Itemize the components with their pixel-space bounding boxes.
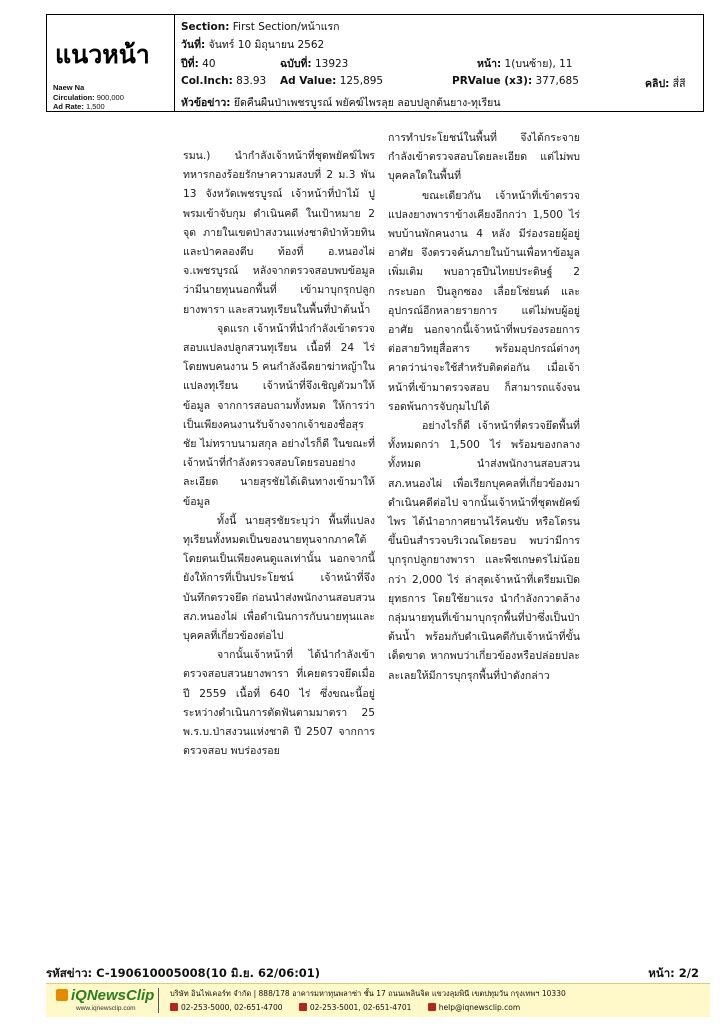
publication-name: Naew Na (53, 83, 85, 92)
section-line: Section: First Section/หน้าแรก (181, 21, 340, 33)
issue-field: ฉบับที่: 13923 (280, 58, 349, 70)
company-address: บริษัท อินไฟเคอร์ท จำกัด | 888/178 อาคารมหาทุนพลาซ่า ชั้น 17 ถนนเพลินจิต แขวงลุมพินี เขตปทุมวัน กรุงเทพฯ 10330 (170, 989, 566, 998)
email-icon (428, 1003, 436, 1011)
paragraph: อย่างไรก็ดี เจ้าหน้าที่ตรวจยึดพื้นที่ทั้งหมดกว่า 1,500 ไร่ พร้อมของกลางทั้งหมด นำส่งพนักงานสอบสวนสภ.หนองไผ่ เพื่อเรียกบุคคลที่เกี่ยวข้องมาดำเนินคดีต่อไป จากนั้นเจ้าหน้าที่ชุดพยัคฆ์ไพร ได้นำอากาศยานไร้คนขับ หรือโดรน ขึ้นบินสำรวจบริเวณโดยรอบ พบว่ามีการบุกรุกปลูกยางพารา และพืชเกษตรไม่น้อยกว่า 2,000 ไร่ ล่าสุดเจ้าหน้าที่เตรียมเปิดยุทธการ โดยใช้ยาแรง นำกำลังกวาดล้างกลุ่มนายทุนที่เข้ามาบุกรุกพื้นที่ป่าซึ่งเป็นป่าต้นน้ำ พร้อมกับดำเนินคดีกับเจ้าหน้าที่ขั้นเด็ดขาด หากพบว่าเกี่ยวข้องหรือปล่อยปละละเลยให้มีการบุกรุกพื้นที่ป่าดังกล่าว (388, 420, 580, 682)
fax-icon (299, 1003, 307, 1011)
contact-info (170, 1003, 534, 1012)
brand-url: www.iqnewsclip.com (76, 1005, 136, 1012)
footer-divider (158, 988, 159, 1013)
clipping-metadata (175, 15, 703, 111)
brand-logo: iQNewsClip (56, 987, 154, 1004)
headline-line: หัวข้อข่าว: ยึดคืนผืนป่าเพชรบูรณ์ พยัคฆ์ไพรลุย ลอบปลูกต้นยาง-ทุเรียน (181, 97, 501, 109)
news-reference: รหัสข่าว: C-190610005008(10 มิ.ย. 62/06:01) (46, 966, 321, 980)
paragraph: ทั้งนี้ นายสุรชัยระบุว่า พื้นที่แปลงทุเรียนทั้งหมดเป็นของนายทุนจากภาคใต้ โดยตนเป็นเพียงคนดูแลเท่านั้น นอกจากนี้ยังให้การที่เป็นประโยชน์ เจ้าหน้าที่จึงบันทึกตรวจยึด ก่อนนำส่งพนักงานสอบสวน สภ.หนองไผ่ เพื่อดำเนินการกับนายทุนและบุคคลที่เกี่ยวข้องต่อไป (183, 514, 375, 643)
ad-rate: Ad Rate: 1,500 (53, 102, 105, 111)
paragraph: จุดแรก เจ้าหน้าที่นำกำลังเข้าตรวจสอบแปลงปลูกสวนทุเรียน เนื้อที่ 24 ไร่ โดยพบคนงาน 5 คนกำลังฉีดยาฆ่าหญ้าในแปลงทุเรียน เจ้าหน้าที่จึงเชิญตัวมาให้ข้อมูล จากการสอบถามทั้งหมด ให้การว่า เป็นเพียงคนงานรับจ้างจากเจ้าของชื่อสุรชัย ไม่ทราบนามสกุล อย่างไรก็ดี ในขณะที่เจ้าหน้าที่กำลังตรวจสอบโดยรอบอย่างละเอียด นายสุรชัยได้เดินทางเข้ามาให้ข้อมูล (183, 322, 375, 508)
paragraph: ขณะเดียวกัน เจ้าหน้าที่เข้าตรวจแปลงยางพาราข้างเคียงอีกกว่า 1,500 ไร่ พบบ้านพักคนงาน 4 หลัง มีร่องรอยผู้อยู่อาศัย จึงตรวจค้นภายในบ้านเพื่อหาข้อมูลเพิ่มเติม พบอาวุธปืนไทยประดิษฐ์ 2 กระบอก ปืนลูกซอง เลื่อยโซ่ยนต์ และอุปกรณ์อีกหลายรายการ แต่ไม่พบผู้อยู่อาศัย นอกจากนี้เจ้าหน้าที่พบร่องรอยการต่อสายวิทยุสื่อสาร พร้อมอุปกรณ์ต่างๆ คาดว่าน่าจะใช้สำหรับติดต่อกัน เมื่อเจ้าหน้าที่เข้ามาตรวจสอบ ก็สามารถแจ้งจนรอดพ้นการจับกุมไปได้ (388, 189, 580, 413)
article-column-1 (183, 147, 375, 762)
circulation: Circulation: 900,000 (53, 92, 124, 102)
paragraph: รมน.) นำกำลังเจ้าหน้าที่ชุดพยัคฆ์ไพร ทหารกองร้อยรักษาความสงบที่ 2 ม.3 พัน 13 จังหวัดเพชรบูรณ์ เจ้าหน้าที่ป่าไม้ ปูพรมเข้าจับกุม ดำเนินคดี ในเป้าหมาย 2 จุด ภายในเขตป่าสงวนแห่งชาติป่าห้วยทินและป่าคลองตีบ ท้องที่ อ.หนองไผ่ จ.เพชรบูรณ์ หลังจากตรวจสอบพบข้อมูลว่ามีนายทุนนอกพื้นที่ เข้ามาบุกรุกปลูกยางพารา และสวนทุเรียนในพื้นที่ป่าต้นน้ำ (183, 150, 375, 316)
fax-contact: 02-253-5001, 02-651-4701 (299, 1003, 411, 1012)
paragraph: จากนั้นเจ้าหน้าที่ ได้นำกำลังเข้าตรวจสอบสวนยางพารา ที่เคยตรวจยึดเมื่อปี 2559 เนื้อที่ 640 ไร่ ซึ่งขณะนี้อยู่ระหว่างดำเนินการตัดฟันตามมาตรา 25 พ.ร.บ.ป่าสงวนแห่งชาติ ปี 2507 จากการตรวจสอบ พบร่องรอย (183, 649, 375, 758)
clip-field: คลิป: สี่สี (645, 78, 686, 90)
clipping-header (46, 14, 704, 112)
date-line: วันที่: จันทร์ 10 มิถุนายน 2562 (181, 39, 325, 51)
year-field: ปีที่: 40 (181, 58, 216, 70)
publication-panel (47, 15, 175, 111)
footer-bar (46, 983, 710, 1017)
article-column-2 (388, 129, 580, 686)
paragraph: การทำประโยชน์ในพื้นที่ จึงได้กระจายกำลังเข้าตรวจสอบโดยละเอียด แต่ไม่พบบุคคลใดในพื้นที่ (388, 132, 580, 183)
page-field: หน้า: 1(บนซ้าย), 11 (477, 58, 573, 70)
prvalue-field: PRValue (x3): 377,685 (452, 75, 579, 87)
page-indicator: หน้า: 2/2 (648, 966, 699, 980)
publication-logo: แนวหน้า (55, 40, 150, 69)
publication-info (53, 83, 124, 112)
brand-mark-icon (56, 989, 68, 1001)
colinch-field: Col.Inch: 83.93 (181, 75, 267, 87)
email-contact[interactable]: help@iqnewsclip.com (428, 1003, 520, 1012)
phone-contact: 02-253-5000, 02-651-4700 (170, 1003, 282, 1012)
phone-icon (170, 1003, 178, 1011)
advalue-field: Ad Value: 125,895 (280, 75, 384, 87)
